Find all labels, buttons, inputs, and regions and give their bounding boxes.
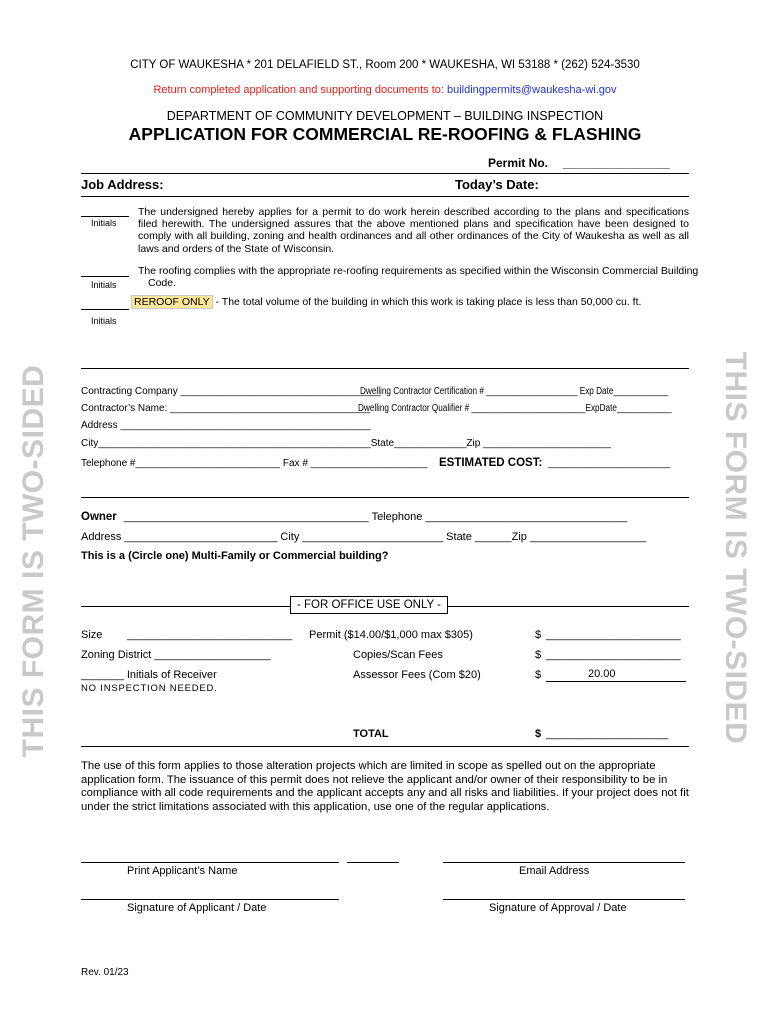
contractor-address-field[interactable]: Address _____________________________________________ bbox=[81, 420, 371, 431]
dwelling-cert-field[interactable]: Dwelling Contractor Certification # ____________________ Exp Date____________ bbox=[360, 386, 669, 397]
approval-signature-line[interactable] bbox=[443, 899, 685, 900]
dollar-sign: $ bbox=[535, 669, 542, 681]
reroof-only-statement bbox=[131, 296, 641, 308]
total-field[interactable]: ____________________ bbox=[546, 728, 669, 740]
divider bbox=[81, 746, 689, 747]
divider bbox=[81, 173, 689, 174]
print-name-label: Print Applicant’s Name bbox=[127, 865, 238, 877]
page-title: APPLICATION FOR COMMERCIAL RE-ROOFING & FLASHING bbox=[128, 124, 642, 144]
estimated-cost-field[interactable]: ______________________ bbox=[548, 458, 671, 469]
approval-signature-label: Signature of Approval / Date bbox=[489, 902, 627, 914]
size-field[interactable]: ___________________________ bbox=[127, 629, 293, 641]
total-label: TOTAL bbox=[353, 728, 389, 740]
assessor-fees-field[interactable] bbox=[546, 681, 686, 682]
initials-label: Initials bbox=[91, 218, 117, 228]
roofing-compliance-line2: Code. bbox=[148, 277, 177, 289]
email-label: Email Address bbox=[519, 865, 590, 877]
owner-address-field[interactable]: Address _________________________ City _______________________ State ______Zip ___________________ bbox=[81, 531, 647, 543]
owner-label: Owner bbox=[81, 511, 117, 523]
email-line[interactable] bbox=[443, 862, 685, 863]
office-use-box: - FOR OFFICE USE ONLY - bbox=[290, 596, 448, 614]
two-sided-notice-left: THIS FORM IS TWO-SIDED bbox=[17, 364, 50, 758]
size-label: Size bbox=[81, 629, 103, 641]
return-instructions bbox=[0, 84, 770, 96]
receiver-initials-field[interactable]: _______ Initials of Receiver bbox=[81, 669, 217, 681]
dwelling-qualifier-field[interactable]: Dwelling Contractor Qualifier # _________________________ExpDate____________ bbox=[358, 403, 672, 414]
divider bbox=[81, 196, 689, 197]
roofing-compliance-line1: The roofing complies with the appropriate re-roofing requirements as specified within the Wisconsin Commercial Building bbox=[138, 265, 699, 277]
revision-label: Rev. 01/23 bbox=[81, 967, 129, 978]
reroof-only-highlight: REROOF ONLY bbox=[131, 295, 213, 309]
assessor-fees-amount: 20.00 bbox=[588, 668, 616, 680]
assessor-fees-label: Assessor Fees (Com $20) bbox=[353, 669, 481, 681]
no-inspection-note: NO INSPECTION NEEDED. bbox=[81, 683, 218, 694]
reroof-only-text: - The total volume of the building in which this work is taking place is less than 50,000 cu. ft. bbox=[212, 296, 642, 308]
applicant-signature-label: Signature of Applicant / Date bbox=[127, 902, 267, 914]
copies-fees-label: Copies/Scan Fees bbox=[353, 649, 443, 661]
initials-label: Initials bbox=[91, 280, 117, 290]
dollar-sign: $ bbox=[535, 649, 542, 661]
applicant-signature-line[interactable] bbox=[81, 899, 339, 900]
email-link[interactable]: buildingpermits@waukesha-wi.gov bbox=[446, 84, 617, 96]
contracting-company-field[interactable]: Contracting Company ____________________________________ bbox=[81, 386, 381, 397]
permit-no-label: Permit No. bbox=[488, 156, 549, 170]
building-type-question: This is a (Circle one) Multi-Family or Commercial building? bbox=[81, 550, 389, 562]
dollar-sign: $ bbox=[535, 629, 542, 641]
initials-field-1[interactable] bbox=[81, 216, 129, 217]
print-name-date-line[interactable] bbox=[347, 862, 399, 863]
permit-fee-field[interactable]: ______________________ bbox=[546, 629, 681, 641]
initials-label: Initials bbox=[91, 316, 117, 326]
return-prefix: Return completed application and supporting documents to: bbox=[153, 84, 447, 96]
todays-date-label: Today’s Date: bbox=[455, 177, 539, 192]
zoning-district-field[interactable]: Zoning District ___________________ bbox=[81, 649, 271, 661]
contractor-city-state-zip-field[interactable]: City_________________________________________________State_____________Zip _______________________ bbox=[81, 438, 611, 449]
permit-fee-label: Permit ($14.00/$1,000 max $305) bbox=[309, 629, 473, 641]
initials-field-2[interactable] bbox=[81, 276, 129, 277]
initials-field-3[interactable] bbox=[81, 309, 129, 310]
divider bbox=[81, 497, 689, 498]
print-name-line[interactable] bbox=[81, 862, 339, 863]
applicant-statement: The undersigned hereby applies for a permit to do work herein described according to the plans and specifications filed herewith. The undersigned assures that the above mentioned plans and specification have been designed to comply with all building, zoning and health ordinances and all other ordinances of the City of Waukesha as well as all laws and orders of the State of Wisconsin. bbox=[138, 206, 689, 255]
permit-no-field[interactable]: ________________ bbox=[563, 156, 670, 170]
job-address-label: Job Address: bbox=[81, 177, 164, 192]
estimated-cost-label: ESTIMATED COST: bbox=[439, 457, 543, 469]
city-address-line: CITY OF WAUKESHA * 201 DELAFIELD ST., Room 200 * WAUKESHA, WI 53188 * (262) 524-3530 bbox=[130, 59, 640, 71]
owner-telephone-field[interactable]: ________________________________________ Telephone _________________________________ bbox=[124, 511, 628, 523]
telephone-fax-field[interactable]: Telephone #__________________________ Fax # _____________________ bbox=[81, 458, 428, 469]
dollar-sign: $ bbox=[535, 728, 542, 740]
disclaimer-paragraph: The use of this form applies to those alteration projects which are limited in scope as spelled out on the appropriate application form. The issuance of this permit does not relieve the applicant and/or owner of their responsibility to be in compliance with all code requirements and the applicant accepts any and all risks and liabilities. If your project does not fit under the strict limitations associated with this application, use one of the regular applications. bbox=[81, 760, 689, 813]
copies-fees-field[interactable]: ______________________ bbox=[546, 649, 681, 661]
divider bbox=[81, 368, 689, 369]
department-heading: DEPARTMENT OF COMMUNITY DEVELOPMENT – BUILDING INSPECTION bbox=[166, 109, 604, 123]
two-sided-notice-right: THIS FORM IS TWO-SIDED bbox=[719, 351, 752, 745]
contractor-name-field[interactable]: Contractor’s Name: ____________________________________ bbox=[81, 403, 371, 414]
